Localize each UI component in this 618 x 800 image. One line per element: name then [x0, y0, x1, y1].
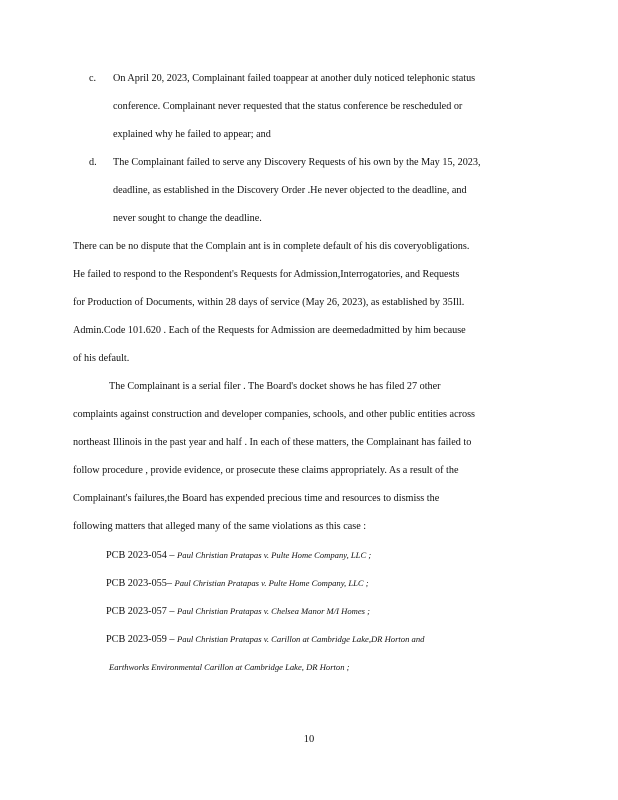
para1-line-2: He failed to respond to the Respondent's Requests for Admission,Interrogatories, and Requests: [73, 269, 460, 280]
item-c-line-2: conference. Complainant never requested that the status conference be rescheduled or: [113, 101, 463, 112]
case-continuation: Earthworks Environmental Carillon at Cambridge Lake, DR Horton ;: [109, 662, 350, 672]
para2-line-5: Complainant's failures,the Board has expended precious time and resources to dismiss the: [73, 493, 440, 504]
case-item: [88, 548, 371, 563]
para1-line-3: for Production of Documents, within 28 days of service (May 26, 2023), as established by 35Ill.: [73, 297, 465, 308]
case-item: [88, 604, 370, 619]
para2-line-6: following matters that alleged many of the same violations as this case :: [73, 521, 367, 532]
item-d-line-1: The Complainant failed to serve any Discovery Requests of his own by the May 15, 2023,: [113, 157, 481, 168]
case-number: PCB 2023-057 –: [106, 606, 175, 617]
case-parties: Paul Christian Pratapas v. Chelsea Manor M/I Homes ;: [177, 606, 370, 616]
case-number: PCB 2023-054 –: [106, 550, 175, 561]
para2-line-3: northeast Illinois in the past year and half . In each of these matters, the Complainant has failed to: [73, 437, 472, 448]
case-number: PCB 2023-059 –: [106, 634, 175, 645]
item-d-line-3: never sought to change the deadline.: [113, 213, 262, 224]
page-number: 10: [303, 734, 315, 745]
case-parties: Paul Christian Pratapas v. Pulte Home Company, LLC ;: [174, 578, 369, 588]
para1-line-5: of his default.: [73, 353, 130, 364]
para1-line-1: There can be no dispute that the Complain ant is in complete default of his dis coveryobligations.: [73, 241, 470, 252]
para2-line-1: The Complainant is a serial filer . The Board's docket shows he has filed 27 other: [109, 381, 441, 392]
para2-line-2: complaints against construction and developer companies, schools, and other public entities across: [73, 409, 476, 420]
list-marker-c: c.: [89, 73, 97, 84]
case-number: PCB 2023-055–: [106, 578, 172, 589]
para2-line-4: follow procedure , provide evidence, or prosecute these claims appropriately. As a result of the: [73, 465, 459, 476]
case-item: [88, 632, 424, 647]
item-c-line-3: explained why he failed to appear; and: [113, 129, 271, 140]
case-parties: Paul Christian Pratapas v. Pulte Home Company, LLC ;: [177, 550, 372, 560]
case-parties: Paul Christian Pratapas v. Carillon at Cambridge Lake,DR Horton and: [177, 634, 425, 644]
para1-line-4: Admin.Code 101.620 . Each of the Requests for Admission are deemedadmitted by him because: [73, 325, 466, 336]
list-marker-d: d.: [89, 157, 97, 168]
item-d-line-2: deadline, as established in the Discovery Order .He never objected to the deadline, and: [113, 185, 467, 196]
case-item: [88, 576, 369, 591]
item-c-line-1: On April 20, 2023, Complainant failed toappear at another duly noticed telephonic status: [113, 73, 476, 84]
